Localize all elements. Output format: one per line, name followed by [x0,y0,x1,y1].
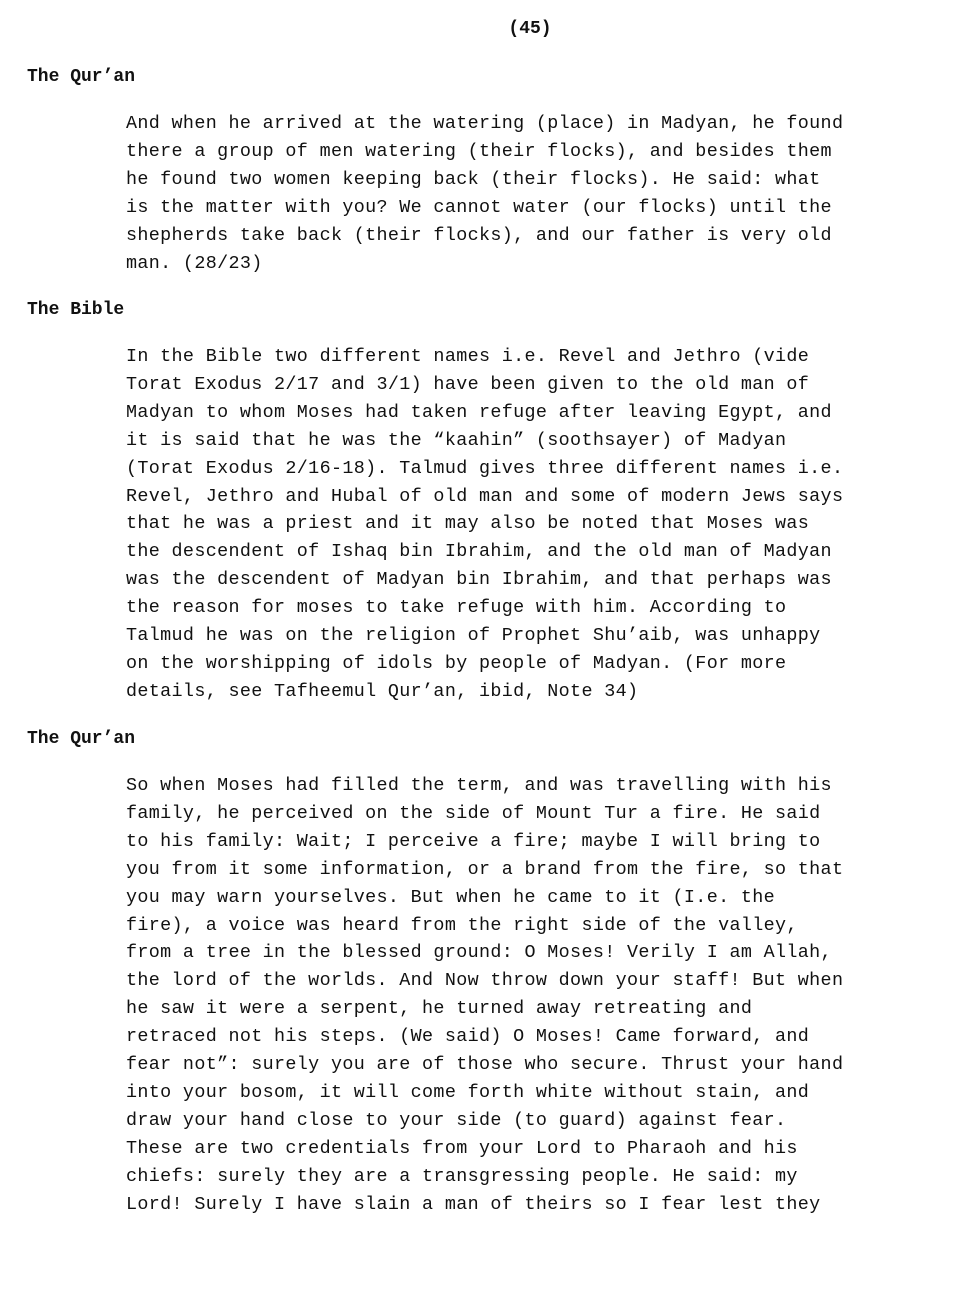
text-line: it is said that he was the “kaahin” (soothsayer) of Madyan [126,429,787,451]
text-line: he saw it were a serpent, he turned away retreating and [126,998,753,1020]
text-line: And when he arrived at the watering (place) in Madyan, he found [126,113,844,134]
text-line: family, he perceived on the side of Mount Tur a fire. He said [126,802,821,824]
text-line: into your bosom, it will come forth white without stain, and [126,1081,810,1103]
text-line: the reason for moses to take refuge with him. According to [126,597,787,619]
section-heading-quran: The Qur’an [27,67,136,87]
section-heading-quran: The Qur’an [27,729,136,749]
text-line: from a tree in the blessed ground: O Moses! Verily I am Allah, [126,942,832,964]
text-line: In the Bible two different names i.e. Revel and Jethro (vide [126,346,810,367]
text-line: Talmud he was on the religion of Prophet Shu’aib, was unhappy [126,625,821,647]
text-line: chiefs: surely they are a transgressing people. He said: my [126,1165,798,1187]
text-line: there a group of men watering (their flocks), and besides them [126,140,832,162]
section-heading-bible: The Bible [27,300,125,320]
text-line: he found two women keeping back (their flocks). He said: what [126,168,821,190]
text-line: shepherds take back (their flocks), and our father is very old [126,224,832,246]
text-line: you from it some information, or a brand from the fire, so that [126,858,844,880]
text-line: that he was a priest and it may also be noted that Moses was [126,513,810,535]
text-line: fire), a voice was heard from the right side of the valley, [126,914,798,936]
text-line: is the matter with you? We cannot water (our flocks) until the [126,196,832,218]
text-line: was the descendent of Madyan bin Ibrahim, and that perhaps was [126,569,832,591]
text-line: the descendent of Ishaq bin Ibrahim, and the old man of Madyan [126,541,832,563]
quran-passage-2 [126,772,843,1219]
quran-passage-1 [126,110,843,277]
text-line: you may warn yourselves. But when he came to it (I.e. the [126,886,776,908]
text-line: Lord! Surely I have slain a man of theirs so I fear lest they [126,1193,821,1215]
text-line: draw your hand close to your side (to guard) against fear. [126,1109,787,1131]
page-number: (45) [508,19,552,39]
text-line: Revel, Jethro and Hubal of old man and some of modern Jews says [126,485,844,507]
bible-passage [126,343,843,706]
text-line: fear not”: surely you are of those who secure. Thrust your hand [126,1054,844,1076]
text-line: details, see Tafheemul Qur’an, ibid, Note 34) [126,680,639,702]
text-line: Madyan to whom Moses had taken refuge after leaving Egypt, and [126,401,832,423]
text-line: These are two credentials from your Lord to Pharaoh and his [126,1137,798,1159]
text-line: Torat Exodus 2/17 and 3/1) have been given to the old man of [126,373,810,395]
text-line: retraced not his steps. (We said) O Moses! Came forward, and [126,1026,810,1048]
text-line: So when Moses had filled the term, and was travelling with his [126,775,832,796]
text-line: to his family: Wait; I perceive a fire; maybe I will bring to [126,830,821,852]
text-line: (Torat Exodus 2/16-18). Talmud gives three different names i.e. [126,457,844,479]
text-line: man. (28/23) [126,252,263,274]
text-line: on the worshipping of idols by people of Madyan. (For more [126,652,787,674]
text-line: the lord of the worlds. And Now throw down your staff! But when [126,970,844,992]
